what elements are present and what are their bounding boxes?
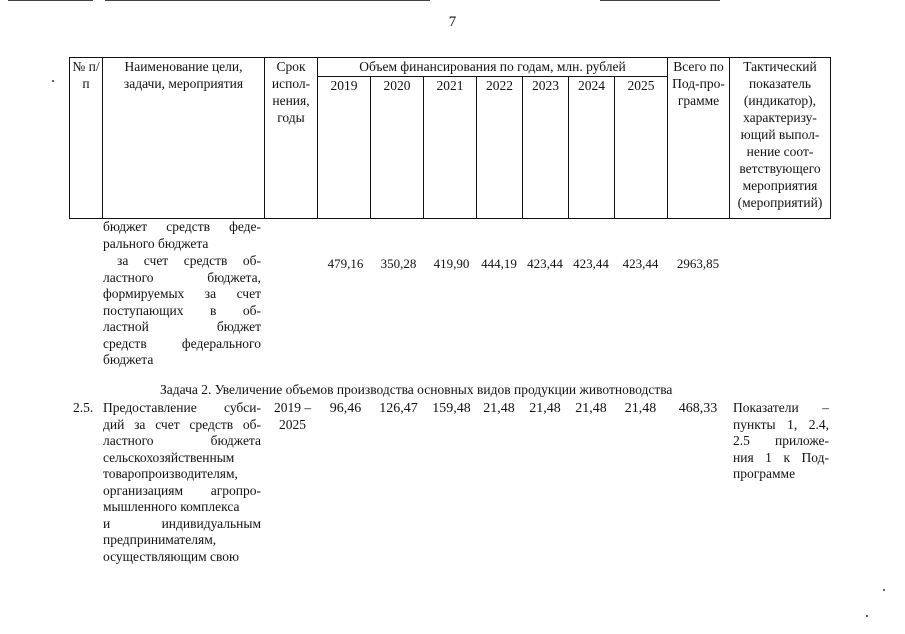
text-line: и индивидуальным	[103, 515, 261, 531]
text-line: за счет средств об-	[117, 253, 261, 268]
text-line: рального бюджета	[103, 235, 209, 251]
scan-speck	[52, 80, 54, 82]
header-name: Наименование цели, задачи, мероприятия	[103, 58, 265, 219]
header-year: 2021	[424, 77, 477, 219]
scan-edge-line	[8, 0, 93, 1]
scan-speck	[883, 589, 885, 591]
term-line: 2025	[279, 416, 306, 432]
regional-value-2023: 423,44	[527, 256, 563, 271]
text-line: бюджет средств феде-	[103, 219, 261, 234]
scan-speck	[866, 615, 868, 617]
text-line: предпринимателям,	[103, 532, 217, 547]
text-line: товаропроизводителям,	[103, 466, 238, 481]
regional-value-2022: 444,19	[481, 256, 517, 271]
row-regional-text	[103, 253, 261, 369]
header-year: 2025	[615, 77, 668, 219]
row-2-5-value-2019: 96,46	[329, 401, 362, 416]
header-year: 2023	[523, 77, 569, 219]
indicator-line: программе	[733, 466, 796, 481]
header-total: Всего по Под-про-грамме	[668, 58, 730, 219]
indicator-line: 2.5 приложе-	[733, 433, 829, 448]
task-heading: Задача 2. Увеличение объемов производства основных видов продукции животноводства	[160, 382, 673, 397]
page-number: 7	[448, 14, 457, 30]
header-funding: Объем финансирования по годам, млн. рублей	[318, 58, 668, 77]
text-line: организациям агропро-	[103, 482, 261, 498]
text-line: дий за счет средств об-	[103, 416, 261, 432]
header-year: 2022	[477, 77, 523, 219]
scan-edge-line	[105, 0, 430, 1]
row-2-5-value-2023: 21,48	[529, 401, 561, 416]
regional-value-2021: 419,90	[433, 256, 470, 271]
text-line: поступающих в об-	[103, 302, 261, 318]
regional-value-2020: 350,28	[380, 256, 417, 271]
text-line: ластного бюджета,	[103, 269, 261, 285]
text-line: ластного бюджета	[103, 433, 261, 448]
scan-edge-line	[600, 0, 720, 1]
text-line: ластной бюджет	[103, 319, 261, 334]
row-2-5-indicator	[733, 400, 829, 483]
row-2-5-value-2020: 126,47	[379, 401, 418, 416]
text-line: сельскохозяйственным	[103, 449, 235, 465]
term-line: 2019 –	[273, 400, 312, 415]
indicator-line: пункты 1, 2.4,	[733, 416, 829, 432]
row-2-5-term	[266, 400, 319, 433]
indicator-line: Показатели –	[733, 400, 829, 415]
text-line: формируемых за счет	[103, 286, 261, 301]
regional-value-2024: 423,44	[573, 256, 609, 271]
header-year: 2024	[569, 77, 615, 219]
regional-value-total: 2963,85	[676, 256, 720, 271]
text-line: бюджета	[103, 352, 154, 367]
row-2-5-value-2025: 21,48	[624, 401, 657, 416]
row-2-5-value-2021: 159,48	[432, 401, 471, 416]
header-year: 2019	[318, 77, 371, 219]
budget-table-header	[69, 57, 831, 219]
text-line: Предоставление субси-	[103, 400, 261, 415]
header-number: № п/п	[70, 58, 103, 219]
text-line: осуществляющим свою	[103, 548, 240, 564]
row-2-5-value-2022: 21,48	[483, 401, 515, 416]
row-continued-text	[103, 219, 261, 252]
header-year: 2020	[371, 77, 424, 219]
row-2-5-number: 2.5.	[73, 400, 94, 415]
header-indicator: Тактический показатель (индикатор), характеризу-ющий выпол-нение соот-ветствующего мероприятия (мероприятий)	[730, 58, 831, 219]
text-line: мышленного комплекса	[103, 499, 240, 514]
text-line: средств федерального	[103, 335, 261, 351]
regional-value-2019: 479,16	[327, 256, 364, 271]
row-2-5-value-total: 468,33	[678, 401, 718, 416]
regional-value-2025: 423,44	[622, 256, 659, 271]
indicator-line: ния 1 к Под-	[733, 449, 829, 465]
row-2-5-value-2024: 21,48	[575, 401, 607, 416]
row-2-5-text	[103, 400, 261, 565]
header-term: Срок испол-нения, годы	[265, 58, 318, 219]
